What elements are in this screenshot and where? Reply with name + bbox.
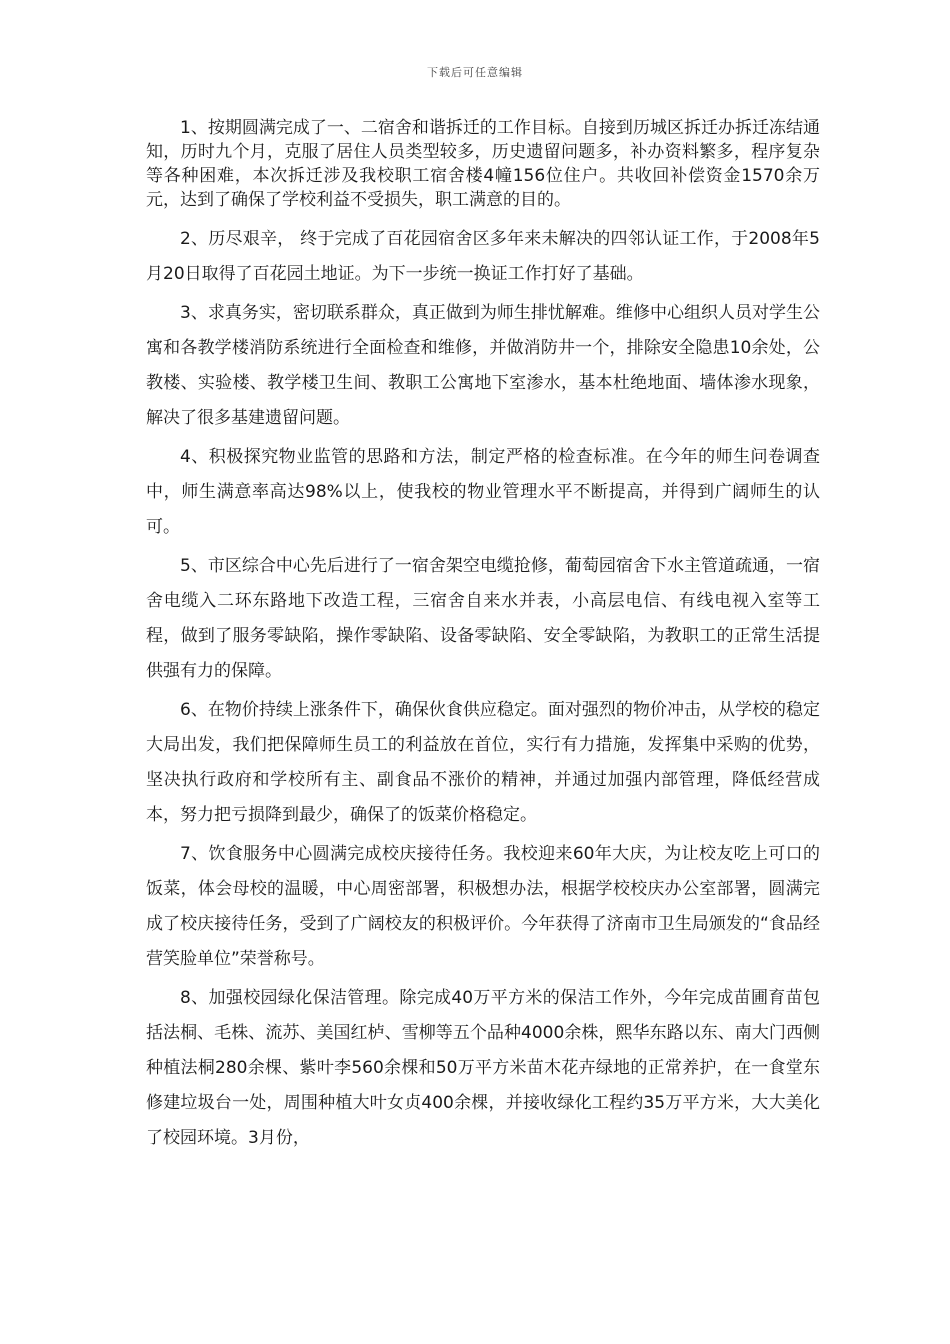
paragraph-2: 2、历尽艰辛， 终于完成了百花园宿舍区多年来未解决的四邻认证工作，于2008年5月20日取得了百花园土地证。为下一步统一换证工作打好了基础。 <box>146 229 820 284</box>
paragraph-7: 7、饮食服务中心圆满完成校庆接待任务。我校迎来60年大庆，为让校友吃上可口的饭菜，体会母校的温暖，中心周密部署，积极想办法，根据学校校庆办公室部署，圆满完成了校庆接待任务，受到了广阔校友的积极评价。今年获得了济南市卫生局颁发的“食品经营笑脸单位”荣誉称号。 <box>146 844 820 969</box>
paragraph-4: 4、积极探究物业监管的思路和方法，制定严格的检查标准。在今年的师生问卷调查中，师生满意率高达98%以上，使我校的物业管理水平不断提高，并得到广阔师生的认可。 <box>146 447 820 537</box>
paragraph-3: 3、求真务实，密切联系群众，真正做到为师生排忧解难。维修中心组织人员对学生公寓和各教学楼消防系统进行全面检查和维修，并做消防井一个，排除安全隐患10余处，公教楼、实验楼、教学楼卫生间、教职工公寓地下室渗水，基本杜绝地面、墙体渗水现象，解决了很多基建遗留问题。 <box>146 303 820 428</box>
paragraph-8: 8、加强校园绿化保洁管理。除完成40万平方米的保洁工作外，今年完成苗圃育苗包括法桐、毛株、流苏、美国红栌、雪柳等五个品种4000余株，熙华东路以东、南大门西侧种植法桐280余棵、紫叶李560余棵和50万平方米苗木花卉绿地的正常养护，在一食堂东修建垃圾台一处，周围种植大叶女贞400余棵，并接收绿化工程约35万平方米，大大美化了校园环境。3月份， <box>146 988 820 1148</box>
paragraph-5: 5、市区综合中心先后进行了一宿舍架空电缆抢修，葡萄园宿舍下水主管道疏通，一宿舍电缆入二环东路地下改造工程，三宿舍自来水并表，小高层电信、有线电视入室等工程，做到了服务零缺陷，操作零缺陷、设备零缺陷、安全零缺陷，为教职工的正常生活提供强有力的保障。 <box>146 556 820 681</box>
page-header: 下载后可任意编辑 <box>427 66 523 79</box>
paragraph-1: 1、按期圆满完成了一、二宿舍和谐拆迁的工作目标。自接到历城区拆迁办拆迁冻结通知，历时九个月，克服了居住人员类型较多，历史遗留问题多，补办资料繁多，程序复杂等各种困难，本次拆迁涉及我校职工宿舍楼4幢156位住户。共收回补偿资金1570余万元，达到了确保了学校利益不受损失，职工满意的目的。 <box>146 118 820 210</box>
paragraph-6: 6、在物价持续上涨条件下，确保伙食供应稳定。面对强烈的物价冲击，从学校的稳定大局出发，我们把保障师生员工的利益放在首位，实行有力措施，发挥集中采购的优势，坚决执行政府和学校所有主、副食品不涨价的精神，并通过加强内部管理，降低经营成本，努力把亏损降到最少，确保了的饭菜价格稳定。 <box>146 700 820 825</box>
document-body <box>146 116 820 1160</box>
